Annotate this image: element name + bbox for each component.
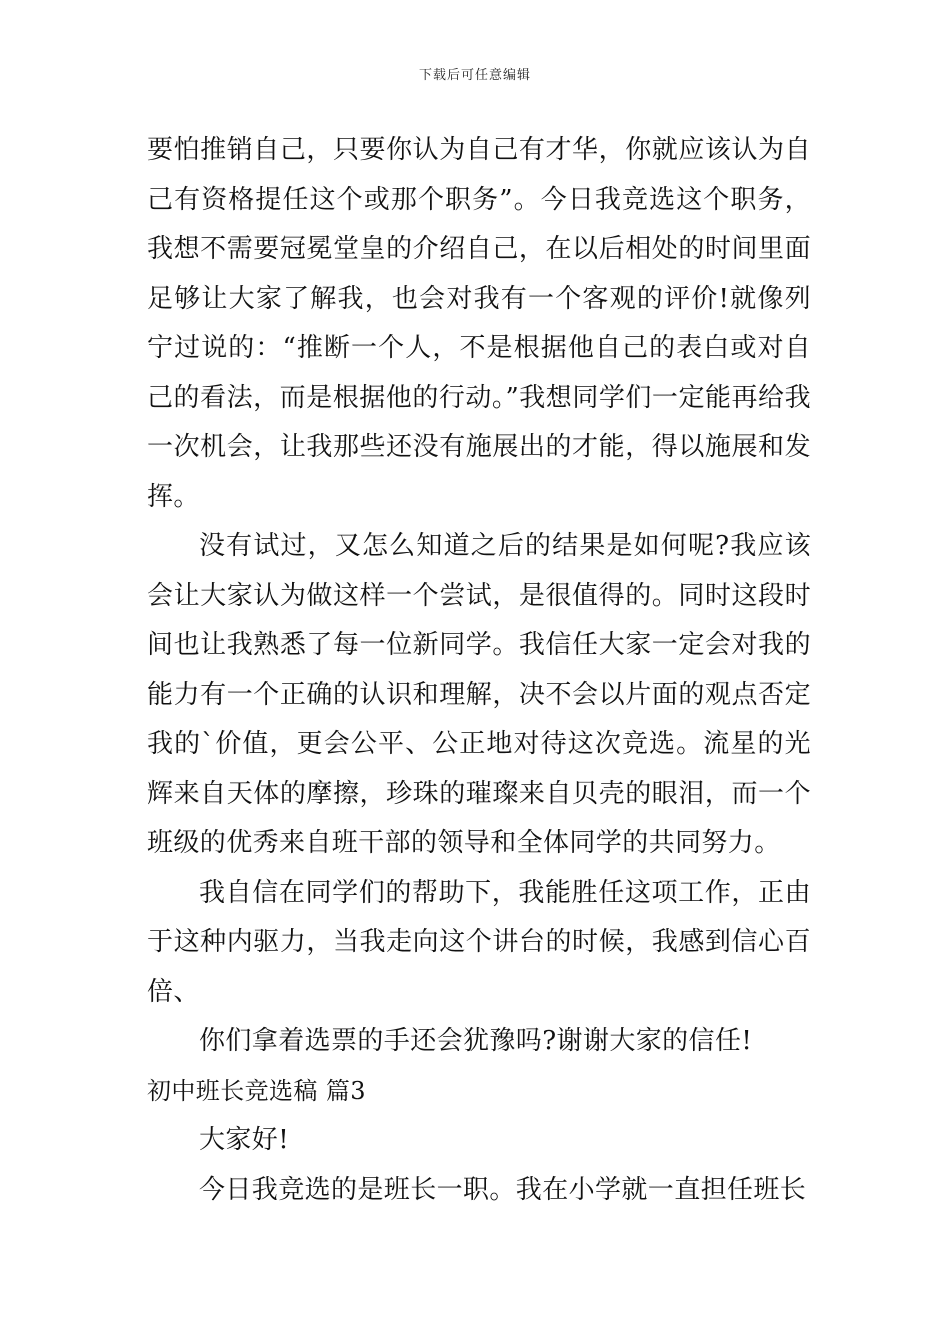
paragraph-3: 我自信在同学们的帮助下，我能胜任这项工作，正由于这种内驱力，当我走向这个讲台的时候，我感到信心百倍、 <box>147 877 811 1007</box>
paragraph-2: 没有试过，又怎么知道之后的结果是如何呢?我应该会让大家认为做这样一个尝试，是很值得的。同时这段时间也让我熟悉了每一位新同学。我信任大家一定会对我的能力有一个正确的认识和理解，决不会以片面的观点否定我的`价值，更会公平、公正地对待这次竞选。流星的光辉来自天体的摩擦，珍珠的璀璨来自贝壳的眼泪，而一个班级的优秀来自班干部的领导和全体同学的共同努力。 <box>147 531 811 858</box>
section-heading: 初中班长竞选稿 篇3 <box>147 1076 366 1105</box>
paragraph-4: 你们拿着选票的手还会犹豫吗?谢谢大家的信任! <box>199 1026 753 1056</box>
paragraph-1: 要怕推销自己，只要你认为自己有才华，你就应该认为自己有资格提任这个或那个职务”。今日我竞选这个职务，我想不需要冠冕堂皇的介绍自己，在以后相处的时间里面足够让大家了解我，也会对我有一个客观的评价!就像列宁过说的：“推断一个人，不是根据他自己的表白或对自己的看法，而是根据他的行动。”我想同学们一定能再给我一次机会，让我那些还没有施展出的才能，得以施展和发挥。 <box>147 135 811 512</box>
greeting: 大家好! <box>199 1125 290 1155</box>
paragraph-5: 今日我竞选的是班长一职。我在小学就一直担任班长 <box>199 1174 807 1205</box>
page-header: 下载后可任意编辑 <box>418 68 531 83</box>
document-body <box>147 126 811 1215</box>
